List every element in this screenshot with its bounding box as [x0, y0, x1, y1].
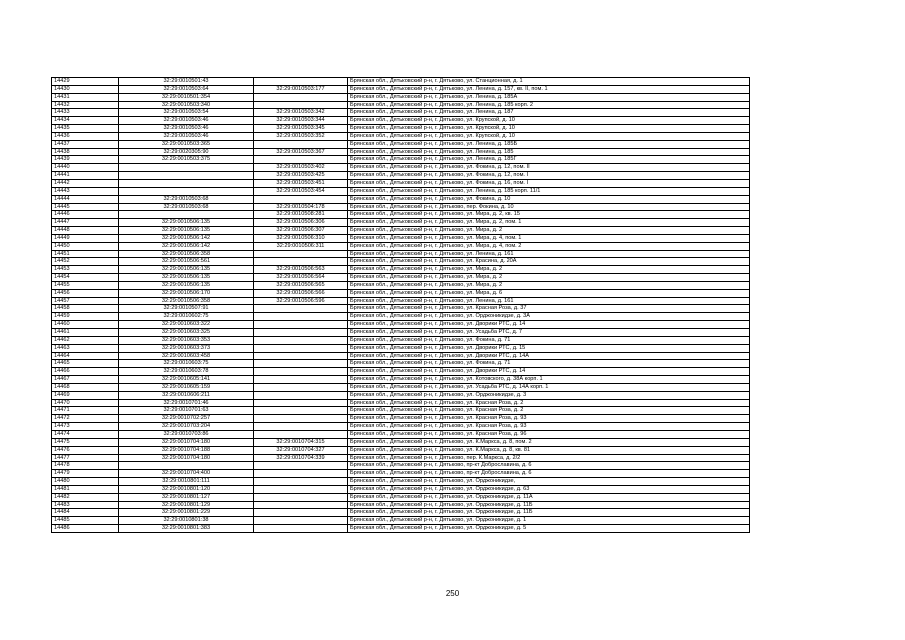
record-number-cell: 14475: [52, 438, 119, 446]
table-row: [52, 493, 750, 501]
record-number-cell: 14454: [52, 274, 119, 282]
land-cadastral-number-cell: 32:29:0020305:90: [119, 148, 254, 156]
address-cell: Брянская обл., Дятьковский р-н, г. Дятьково, ул. Мира, д. 2: [348, 266, 750, 274]
land-cadastral-number-cell: 32:29:0010506:358: [119, 297, 254, 305]
address-cell: Брянская обл., Дятьковский р-н, г. Дятьково, пр-кт Доброславина, д. 6: [348, 470, 750, 478]
object-cadastral-number-cell: [254, 156, 348, 164]
land-cadastral-number-cell: 32:29:0010503:375: [119, 156, 254, 164]
address-cell: Брянская обл., Дятьковский р-н, г. Дятьково, ул. Ленина, д. 185Б: [348, 140, 750, 148]
object-cadastral-number-cell: [254, 344, 348, 352]
table-row: [52, 132, 750, 140]
object-cadastral-number-cell: [254, 250, 348, 258]
address-cell: Брянская обл., Дятьковский р-н, г. Дятьково, ул. Орджоникидзе, д. 3: [348, 391, 750, 399]
address-cell: Брянская обл., Дятьковский р-н, г. Дятьково, ул. Фокина, д. 12, пом. I: [348, 172, 750, 180]
land-cadastral-number-cell: 32:29:0010503:54: [119, 109, 254, 117]
land-cadastral-number-cell: 32:29:0010703:204: [119, 423, 254, 431]
land-cadastral-number-cell: 32:29:0010703:86: [119, 430, 254, 438]
table-row: [52, 211, 750, 219]
object-cadastral-number-cell: [254, 101, 348, 109]
table-row: [52, 117, 750, 125]
object-cadastral-number-cell: [254, 78, 348, 86]
address-cell: Брянская обл., Дятьковский р-н, г. Дятьково, ул. Красная Роза, д. 96: [348, 430, 750, 438]
address-cell: Брянская обл., Дятьковский р-н, г. Дятьково, ул. Красина, д. 20А: [348, 258, 750, 266]
object-cadastral-number-cell: 32:29:0010503:451: [254, 179, 348, 187]
record-number-cell: 14441: [52, 172, 119, 180]
land-cadastral-number-cell: [119, 172, 254, 180]
object-cadastral-number-cell: 32:29:0010503:177: [254, 85, 348, 93]
address-cell: Брянская обл., Дятьковский р-н, г. Дятьково, ул. Ленина, д. 185 корп. 11/1: [348, 187, 750, 195]
land-cadastral-number-cell: [119, 164, 254, 172]
address-cell: Брянская обл., Дятьковский р-н, г. Дятьково, ул. Фокина, д. 10: [348, 195, 750, 203]
registry-table-container: [51, 77, 750, 533]
land-cadastral-number-cell: 32:29:0010503:64: [119, 85, 254, 93]
land-cadastral-number-cell: 32:29:0010704:180: [119, 438, 254, 446]
table-row: [52, 415, 750, 423]
record-number-cell: 14429: [52, 78, 119, 86]
land-cadastral-number-cell: 32:29:0010506:142: [119, 234, 254, 242]
table-row: [52, 195, 750, 203]
address-cell: Брянская обл., Дятьковский р-н, г. Дятьково, ул. Мира, д. 2, кв. 15: [348, 211, 750, 219]
table-row: [52, 517, 750, 525]
land-cadastral-number-cell: 32:29:0010603:75: [119, 360, 254, 368]
address-cell: Брянская обл., Дятьковский р-н, г. Дятьково, ул. Красная Роза, д. 93: [348, 423, 750, 431]
land-cadastral-number-cell: 32:29:0010603:78: [119, 368, 254, 376]
table-row: [52, 454, 750, 462]
table-row: [52, 321, 750, 329]
object-cadastral-number-cell: 32:29:0010503:342: [254, 109, 348, 117]
record-number-cell: 14445: [52, 203, 119, 211]
table-row: [52, 399, 750, 407]
object-cadastral-number-cell: 32:29:0010506:306: [254, 219, 348, 227]
land-cadastral-number-cell: 32:29:0010506:135: [119, 281, 254, 289]
record-number-cell: 14462: [52, 336, 119, 344]
object-cadastral-number-cell: 32:29:0010704:327: [254, 446, 348, 454]
table-row: [52, 203, 750, 211]
table-row: [52, 274, 750, 282]
address-cell: Брянская обл., Дятьковский р-н, г. Дятьково, ул. Фокина, д. 71: [348, 360, 750, 368]
object-cadastral-number-cell: 32:29:0010508:281: [254, 211, 348, 219]
table-row: [52, 525, 750, 533]
object-cadastral-number-cell: [254, 501, 348, 509]
table-row: [52, 423, 750, 431]
address-cell: Брянская обл., Дятьковский р-н, г. Дятьково, ул. Мира, д. 2: [348, 281, 750, 289]
address-cell: Брянская обл., Дятьковский р-н, г. Дятьково, ул. Ленина, д. 185А: [348, 93, 750, 101]
table-row: [52, 297, 750, 305]
record-number-cell: 14448: [52, 227, 119, 235]
land-cadastral-number-cell: 32:29:0010506:135: [119, 219, 254, 227]
object-cadastral-number-cell: [254, 485, 348, 493]
address-cell: Брянская обл., Дятьковский р-н, г. Дятьково, ул. Фокина, д. 12, пом. II: [348, 164, 750, 172]
record-number-cell: 14438: [52, 148, 119, 156]
object-cadastral-number-cell: 32:29:0010503:345: [254, 125, 348, 133]
record-number-cell: 14435: [52, 125, 119, 133]
record-number-cell: 14476: [52, 446, 119, 454]
land-cadastral-number-cell: 32:29:0010506:561: [119, 258, 254, 266]
address-cell: Брянская обл., Дятьковский р-н, г. Дятьково, ул. Орджоникидзе, д. 11А: [348, 493, 750, 501]
table-row: [52, 478, 750, 486]
object-cadastral-number-cell: [254, 352, 348, 360]
address-cell: Брянская обл., Дятьковский р-н, г. Дятьково, ул. Мира, д. 2: [348, 274, 750, 282]
table-row: [52, 266, 750, 274]
land-cadastral-number-cell: 32:29:0010503:46: [119, 117, 254, 125]
object-cadastral-number-cell: [254, 329, 348, 337]
address-cell: Брянская обл., Дятьковский р-н, г. Дятьково, ул. Орджоникидзе, д. 5: [348, 525, 750, 533]
registry-table-body: [52, 78, 750, 533]
address-cell: Брянская обл., Дятьковский р-н, г. Дятьково, ул. Мира, д. 2, пом. 1: [348, 219, 750, 227]
record-number-cell: 14478: [52, 462, 119, 470]
land-cadastral-number-cell: 32:29:0010701:46: [119, 399, 254, 407]
record-number-cell: 14452: [52, 258, 119, 266]
table-row: [52, 140, 750, 148]
land-cadastral-number-cell: 32:29:0010602:75: [119, 313, 254, 321]
table-row: [52, 227, 750, 235]
record-number-cell: 14461: [52, 329, 119, 337]
land-cadastral-number-cell: 32:29:0010702:257: [119, 415, 254, 423]
table-row: [52, 250, 750, 258]
object-cadastral-number-cell: 32:29:0010503:352: [254, 132, 348, 140]
land-cadastral-number-cell: 32:29:0010506:142: [119, 242, 254, 250]
address-cell: Брянская обл., Дятьковский р-н, г. Дятьково, ул. Станционная, д. 1: [348, 78, 750, 86]
land-cadastral-number-cell: 32:29:0010801:111: [119, 478, 254, 486]
land-cadastral-number-cell: [119, 187, 254, 195]
record-number-cell: 14459: [52, 313, 119, 321]
land-cadastral-number-cell: [119, 179, 254, 187]
land-cadastral-number-cell: 32:29:0010801:383: [119, 525, 254, 533]
land-cadastral-number-cell: 32:29:0010506:170: [119, 289, 254, 297]
object-cadastral-number-cell: 32:29:0010506:566: [254, 289, 348, 297]
table-row: [52, 360, 750, 368]
land-cadastral-number-cell: 32:29:0010501:43: [119, 78, 254, 86]
table-row: [52, 376, 750, 384]
record-number-cell: 14464: [52, 352, 119, 360]
object-cadastral-number-cell: [254, 478, 348, 486]
land-cadastral-number-cell: [119, 462, 254, 470]
address-cell: Брянская обл., Дятьковский р-н, г. Дятьково, ул. Ленина, д. 157, кв. II, пом. 1: [348, 85, 750, 93]
table-row: [52, 172, 750, 180]
record-number-cell: 14477: [52, 454, 119, 462]
land-cadastral-number-cell: 32:29:0010801:127: [119, 493, 254, 501]
page-number: 250: [445, 589, 460, 598]
table-row: [52, 281, 750, 289]
land-cadastral-number-cell: 32:29:0010506:135: [119, 227, 254, 235]
record-number-cell: 14460: [52, 321, 119, 329]
table-row: [52, 430, 750, 438]
object-cadastral-number-cell: [254, 195, 348, 203]
record-number-cell: 14453: [52, 266, 119, 274]
table-row: [52, 446, 750, 454]
table-row: [52, 101, 750, 109]
record-number-cell: 14433: [52, 109, 119, 117]
address-cell: Брянская обл., Дятьковский р-н, г. Дятьково, ул. Красная Роза, д. 2: [348, 407, 750, 415]
object-cadastral-number-cell: [254, 140, 348, 148]
table-row: [52, 125, 750, 133]
table-row: [52, 156, 750, 164]
address-cell: Брянская обл., Дятьковский р-н, г. Дятьково, ул. Ленина, д. 187: [348, 109, 750, 117]
record-number-cell: 14483: [52, 501, 119, 509]
land-cadastral-number-cell: 32:29:0010801:229: [119, 509, 254, 517]
address-cell: Брянская обл., Дятьковский р-н, г. Дятьково, ул. Крупской, д. 10: [348, 117, 750, 125]
address-cell: Брянская обл., Дятьковский р-н, г. Дятьково, ул. Красная Роза, д. 93: [348, 415, 750, 423]
table-row: [52, 470, 750, 478]
land-cadastral-number-cell: 32:29:0010506:135: [119, 266, 254, 274]
land-cadastral-number-cell: 32:29:0010503:68: [119, 203, 254, 211]
table-row: [52, 234, 750, 242]
table-row: [52, 305, 750, 313]
table-row: [52, 258, 750, 266]
address-cell: Брянская обл., Дятьковский р-н, г. Дятьково, ул. Красная Роза, д. 37: [348, 305, 750, 313]
object-cadastral-number-cell: [254, 321, 348, 329]
address-cell: Брянская обл., Дятьковский р-н, г. Дятьково, ул. Крупской, д. 10: [348, 125, 750, 133]
record-number-cell: 14472: [52, 415, 119, 423]
land-cadastral-number-cell: 32:29:0010503:46: [119, 132, 254, 140]
address-cell: Брянская обл., Дятьковский р-н, г. Дятьково, ул. Дворики РТС, д. 14: [348, 368, 750, 376]
table-row: [52, 85, 750, 93]
record-number-cell: 14479: [52, 470, 119, 478]
address-cell: Брянская обл., Дятьковский р-н, г. Дятьково, ул. Дворики РТС, д. 15: [348, 344, 750, 352]
land-cadastral-number-cell: 32:29:0010801:120: [119, 485, 254, 493]
address-cell: Брянская обл., Дятьковский р-н, г. Дятьково, ул. Орджоникидзе,: [348, 478, 750, 486]
table-row: [52, 407, 750, 415]
land-cadastral-number-cell: 32:29:0010704:180: [119, 454, 254, 462]
record-number-cell: 14440: [52, 164, 119, 172]
address-cell: Брянская обл., Дятьковский р-н, г. Дятьково, ул. Усадьба РТС, д. 7: [348, 329, 750, 337]
record-number-cell: 14432: [52, 101, 119, 109]
land-cadastral-number-cell: 32:29:0010503:68: [119, 195, 254, 203]
land-cadastral-number-cell: 32:29:0010506:358: [119, 250, 254, 258]
address-cell: Брянская обл., Дятьковский р-н, г. Дятьково, ул. Орджоникидзе, д. 11Б: [348, 509, 750, 517]
record-number-cell: 14446: [52, 211, 119, 219]
record-number-cell: 14465: [52, 360, 119, 368]
address-cell: Брянская обл., Дятьковский р-н, г. Дятьково, ул. К.Маркса, д. 8, кв. 81: [348, 446, 750, 454]
land-cadastral-number-cell: 32:29:0010503:365: [119, 140, 254, 148]
object-cadastral-number-cell: 32:29:0010506:596: [254, 297, 348, 305]
object-cadastral-number-cell: [254, 360, 348, 368]
record-number-cell: 14456: [52, 289, 119, 297]
land-cadastral-number-cell: 32:29:0010603:373: [119, 344, 254, 352]
record-number-cell: 14447: [52, 219, 119, 227]
table-row: [52, 501, 750, 509]
address-cell: Брянская обл., Дятьковский р-н, г. Дятьково, ул. К.Маркса, д. 8, пом. 2: [348, 438, 750, 446]
record-number-cell: 14439: [52, 156, 119, 164]
record-number-cell: 14471: [52, 407, 119, 415]
object-cadastral-number-cell: 32:29:0010506:311: [254, 242, 348, 250]
land-cadastral-number-cell: 32:29:0010507:91: [119, 305, 254, 313]
address-cell: Брянская обл., Дятьковский р-н, г. Дятьково, ул. Мира, д. 4, пом. 1: [348, 234, 750, 242]
land-cadastral-number-cell: 32:29:0010704:400: [119, 470, 254, 478]
land-cadastral-number-cell: 32:29:0010603:353: [119, 336, 254, 344]
object-cadastral-number-cell: [254, 407, 348, 415]
land-cadastral-number-cell: 32:29:0010801:38: [119, 517, 254, 525]
address-cell: Брянская обл., Дятьковский р-н, г. Дятьково, ул. Котовского, д. 38А корп. 1: [348, 376, 750, 384]
record-number-cell: 14482: [52, 493, 119, 501]
object-cadastral-number-cell: 32:29:0010503:367: [254, 148, 348, 156]
land-cadastral-number-cell: 32:29:0010506:135: [119, 274, 254, 282]
record-number-cell: 14436: [52, 132, 119, 140]
address-cell: Брянская обл., Дятьковский р-н, г. Дятьково, ул. Ленина, д. 161: [348, 250, 750, 258]
object-cadastral-number-cell: [254, 336, 348, 344]
object-cadastral-number-cell: [254, 470, 348, 478]
table-row: [52, 179, 750, 187]
object-cadastral-number-cell: [254, 383, 348, 391]
address-cell: Брянская обл., Дятьковский р-н, г. Дятьково, ул. Орджоникидзе, д. 3А: [348, 313, 750, 321]
record-number-cell: 14481: [52, 485, 119, 493]
object-cadastral-number-cell: [254, 258, 348, 266]
record-number-cell: 14457: [52, 297, 119, 305]
land-cadastral-number-cell: 32:29:0010704:188: [119, 446, 254, 454]
record-number-cell: 14467: [52, 376, 119, 384]
record-number-cell: 14486: [52, 525, 119, 533]
record-number-cell: 14466: [52, 368, 119, 376]
record-number-cell: 14484: [52, 509, 119, 517]
record-number-cell: 14473: [52, 423, 119, 431]
record-number-cell: 14458: [52, 305, 119, 313]
address-cell: Брянская обл., Дятьковский р-н, г. Дятьково, ул. Орджоникидзе, д. 63: [348, 485, 750, 493]
record-number-cell: 14450: [52, 242, 119, 250]
object-cadastral-number-cell: [254, 305, 348, 313]
land-cadastral-number-cell: 32:29:0010501:354: [119, 93, 254, 101]
table-row: [52, 485, 750, 493]
land-cadastral-number-cell: 32:29:0010801:129: [119, 501, 254, 509]
registry-table: [51, 77, 750, 533]
table-row: [52, 336, 750, 344]
table-row: [52, 368, 750, 376]
record-number-cell: 14449: [52, 234, 119, 242]
land-cadastral-number-cell: 32:29:0010503:340: [119, 101, 254, 109]
table-row: [52, 383, 750, 391]
table-row: [52, 462, 750, 470]
address-cell: Брянская обл., Дятьковский р-н, г. Дятьково, пер. Фокина, д. 10: [348, 203, 750, 211]
address-cell: Брянская обл., Дятьковский р-н, г. Дятьково, ул. Ленина, д. 161: [348, 297, 750, 305]
address-cell: Брянская обл., Дятьковский р-н, г. Дятьково, ул. Орджоникидзе, д. 1: [348, 517, 750, 525]
record-number-cell: 14474: [52, 430, 119, 438]
land-cadastral-number-cell: 32:29:0010603:458: [119, 352, 254, 360]
table-row: [52, 78, 750, 86]
address-cell: Брянская обл., Дятьковский р-н, г. Дятьково, ул. Крупской, д. 10: [348, 132, 750, 140]
object-cadastral-number-cell: 32:29:0010704:315: [254, 438, 348, 446]
object-cadastral-number-cell: 32:29:0010503:402: [254, 164, 348, 172]
address-cell: Брянская обл., Дятьковский р-н, г. Дятьково, ул. Фокина, д. 16, пом. I: [348, 179, 750, 187]
object-cadastral-number-cell: [254, 313, 348, 321]
table-row: [52, 313, 750, 321]
record-number-cell: 14470: [52, 399, 119, 407]
land-cadastral-number-cell: 32:29:0010503:46: [119, 125, 254, 133]
record-number-cell: 14434: [52, 117, 119, 125]
address-cell: Брянская обл., Дятьковский р-н, г. Дятьково, ул. Дворики РТС, д. 14А: [348, 352, 750, 360]
address-cell: Брянская обл., Дятьковский р-н, г. Дятьково, пер. К.Маркса, д. 2/2: [348, 454, 750, 462]
table-row: [52, 219, 750, 227]
record-number-cell: 14463: [52, 344, 119, 352]
record-number-cell: 14468: [52, 383, 119, 391]
record-number-cell: 14455: [52, 281, 119, 289]
object-cadastral-number-cell: 32:29:0010504:178: [254, 203, 348, 211]
object-cadastral-number-cell: 32:29:0010506:565: [254, 281, 348, 289]
object-cadastral-number-cell: 32:29:0010506:310: [254, 234, 348, 242]
land-cadastral-number-cell: 32:29:0010603:322: [119, 321, 254, 329]
object-cadastral-number-cell: [254, 368, 348, 376]
object-cadastral-number-cell: [254, 391, 348, 399]
object-cadastral-number-cell: [254, 423, 348, 431]
object-cadastral-number-cell: [254, 509, 348, 517]
address-cell: Брянская обл., Дятьковский р-н, г. Дятьково, ул. Фокина, д. 71: [348, 336, 750, 344]
record-number-cell: 14442: [52, 179, 119, 187]
record-number-cell: 14430: [52, 85, 119, 93]
land-cadastral-number-cell: 32:29:0010606:211: [119, 391, 254, 399]
object-cadastral-number-cell: 32:29:0010503:344: [254, 117, 348, 125]
table-row: [52, 242, 750, 250]
object-cadastral-number-cell: 32:29:0010506:307: [254, 227, 348, 235]
object-cadastral-number-cell: 32:29:0010506:564: [254, 274, 348, 282]
land-cadastral-number-cell: 32:29:0010605:141: [119, 376, 254, 384]
address-cell: Брянская обл., Дятьковский р-н, г. Дятьково, ул. Ленина, д. 185 корп. 2: [348, 101, 750, 109]
object-cadastral-number-cell: [254, 525, 348, 533]
address-cell: Брянская обл., Дятьковский р-н, г. Дятьково, ул. Ленина, д. 185Г: [348, 156, 750, 164]
record-number-cell: 14444: [52, 195, 119, 203]
address-cell: Брянская обл., Дятьковский р-н, г. Дятьково, ул. Мира, д. 2: [348, 227, 750, 235]
object-cadastral-number-cell: 32:29:0010506:563: [254, 266, 348, 274]
record-number-cell: 14443: [52, 187, 119, 195]
table-row: [52, 438, 750, 446]
object-cadastral-number-cell: 32:29:0010503:425: [254, 172, 348, 180]
object-cadastral-number-cell: [254, 493, 348, 501]
address-cell: Брянская обл., Дятьковский р-н, г. Дятьково, ул. Мира, д. 6: [348, 289, 750, 297]
object-cadastral-number-cell: [254, 517, 348, 525]
object-cadastral-number-cell: [254, 376, 348, 384]
table-row: [52, 148, 750, 156]
object-cadastral-number-cell: [254, 415, 348, 423]
object-cadastral-number-cell: [254, 399, 348, 407]
address-cell: Брянская обл., Дятьковский р-н, г. Дятьково, ул. Мира, д. 4, пом. 2: [348, 242, 750, 250]
address-cell: Брянская обл., Дятьковский р-н, г. Дятьково, ул. Красная Роза, д. 2: [348, 399, 750, 407]
address-cell: Брянская обл., Дятьковский р-н, г. Дятьково, ул. Усадьба РТС, д. 14А корп. 1: [348, 383, 750, 391]
table-row: [52, 164, 750, 172]
table-row: [52, 109, 750, 117]
table-row: [52, 391, 750, 399]
address-cell: Брянская обл., Дятьковский р-н, г. Дятьково, ул. Дворики РТС, д. 14: [348, 321, 750, 329]
table-row: [52, 344, 750, 352]
land-cadastral-number-cell: [119, 211, 254, 219]
record-number-cell: 14485: [52, 517, 119, 525]
table-row: [52, 289, 750, 297]
object-cadastral-number-cell: 32:29:0010704:339: [254, 454, 348, 462]
table-row: [52, 352, 750, 360]
object-cadastral-number-cell: [254, 462, 348, 470]
record-number-cell: 14451: [52, 250, 119, 258]
table-row: [52, 509, 750, 517]
land-cadastral-number-cell: 32:29:0010701:63: [119, 407, 254, 415]
land-cadastral-number-cell: 32:29:0010605:159: [119, 383, 254, 391]
address-cell: Брянская обл., Дятьковский р-н, г. Дятьково, ул. Орджоникидзе, д. 11Б: [348, 501, 750, 509]
record-number-cell: 14469: [52, 391, 119, 399]
address-cell: Брянская обл., Дятьковский р-н, г. Дятьково, ул. Ленина, д. 185: [348, 148, 750, 156]
address-cell: Брянская обл., Дятьковский р-н, г. Дятьково, пр-кт Доброславина, д. 6: [348, 462, 750, 470]
table-row: [52, 329, 750, 337]
table-row: [52, 187, 750, 195]
land-cadastral-number-cell: 32:29:0010603:325: [119, 329, 254, 337]
object-cadastral-number-cell: [254, 430, 348, 438]
record-number-cell: 14437: [52, 140, 119, 148]
record-number-cell: 14431: [52, 93, 119, 101]
table-row: [52, 93, 750, 101]
object-cadastral-number-cell: 32:29:0010503:454: [254, 187, 348, 195]
record-number-cell: 14480: [52, 478, 119, 486]
object-cadastral-number-cell: [254, 93, 348, 101]
